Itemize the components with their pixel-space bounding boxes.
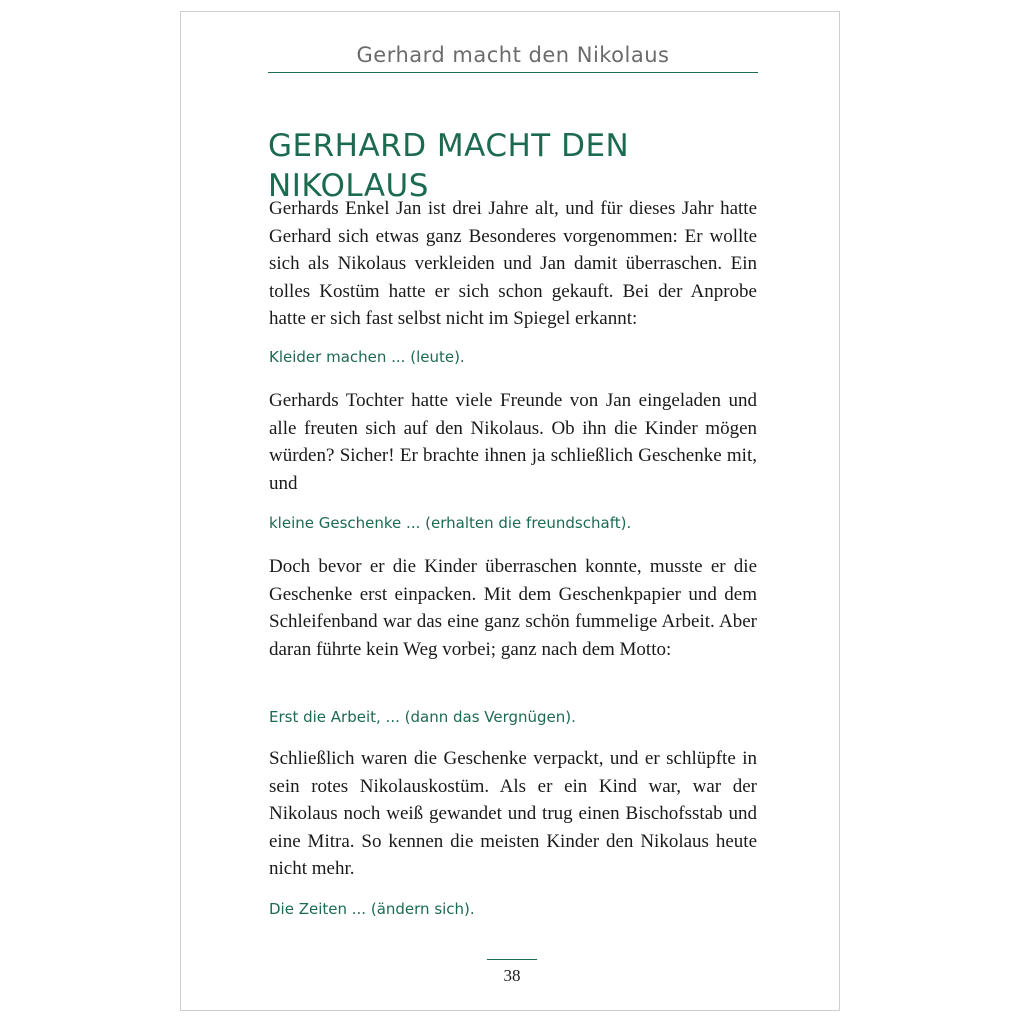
page-number: 38 bbox=[503, 966, 521, 985]
paragraph-1: Gerhards Enkel Jan ist drei Jahre alt, und für dieses Jahr hatte Gerhard sich etwas ganz Besonderes vorgenommen: Er wollte sich als Nikolaus verkleiden und Jan damit überraschen. Ein tolles Kostüm hatte er sich schon gekauft. Bei der Anprobe hatte er sich fast selbst nicht im Spiegel erkannt: bbox=[269, 198, 757, 329]
paragraph-4: Schließlich waren die Geschenke verpackt, und er schlüpfte in sein rotes Nikolauskostüm. Als er ein Kind war, war der Nikolaus noch weiß gewandet und trug einen Bischofsstab und eine Mitra. So kennen die meisten Kinder den Nikolaus heute nicht mehr. bbox=[269, 748, 757, 879]
paragraph-2: Gerhards Tochter hatte viele Freunde von Jan eingeladen und alle freuten sich auf den Nikolaus. Ob ihn die Kinder mögen würden? Sicher! Er brachte ihnen ja schließlich Geschenke mit, und bbox=[269, 390, 757, 494]
header-rule bbox=[268, 72, 758, 73]
proverb-1: Kleider machen ... (leute). bbox=[269, 348, 465, 366]
footer-rule bbox=[487, 959, 537, 960]
paragraph-3: Doch bevor er die Kinder überraschen konnte, musste er die Geschenke erst einpacken. Mit dem Geschenkpapier und dem Schleifenband war das eine ganz schön fummelige Arbeit. Aber daran führte kein Weg vorbei; ganz nach dem Motto: bbox=[269, 556, 757, 660]
proverb-4: Die Zeiten ... (ändern sich). bbox=[269, 900, 475, 918]
running-header: Gerhard macht den Nikolaus bbox=[356, 43, 670, 67]
proverb-2: kleine Geschenke ... (erhalten die freundschaft). bbox=[269, 514, 632, 532]
chapter-title: GERHARD MACHT DEN NIKOLAUS bbox=[268, 128, 630, 204]
proverb-3: Erst die Arbeit, ... (dann das Vergnügen). bbox=[269, 708, 576, 726]
